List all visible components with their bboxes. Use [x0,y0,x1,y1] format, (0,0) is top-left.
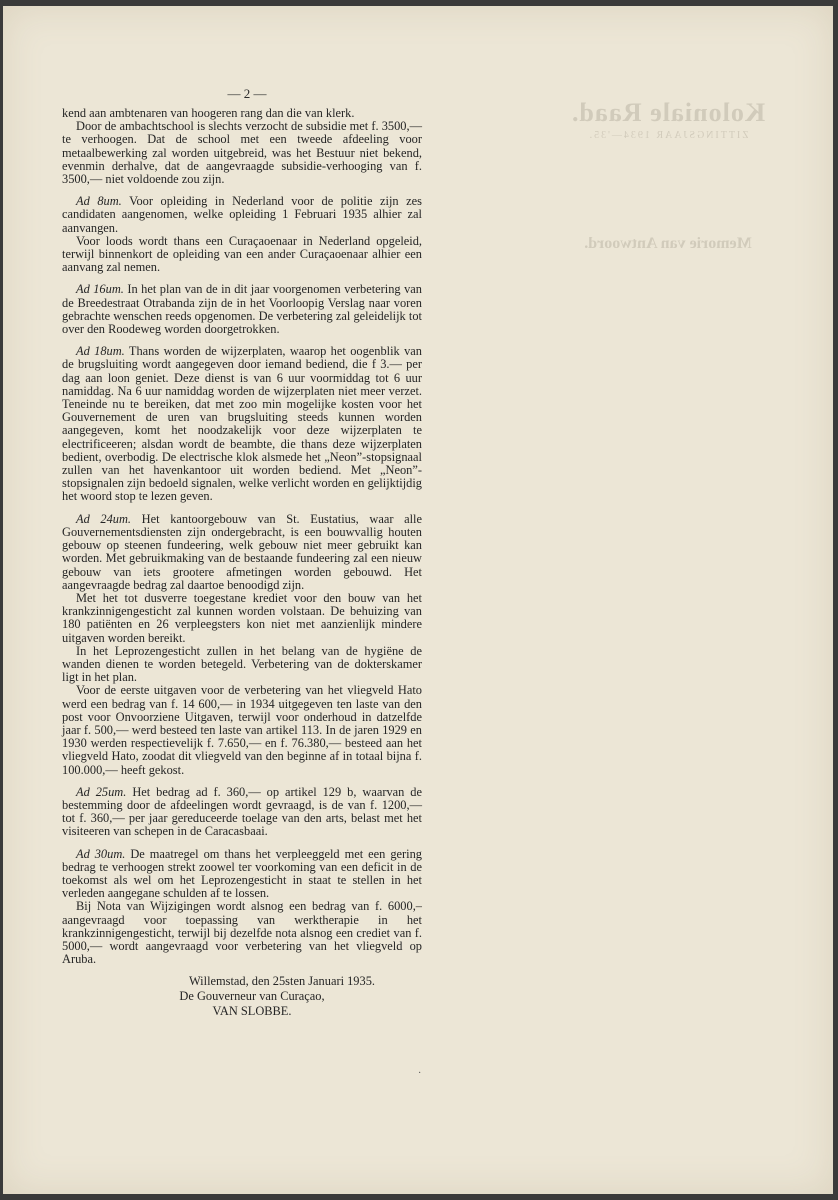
paragraph: In het Leprozengesticht zullen in het belang van de hygiëne de wanden dienen te worden betegeld. Verbetering van de dokterskamer ligt in het plan. [62,643,422,685]
signature-office: De Gouverneur van Curaçao, [179,989,325,1004]
document-body [62,107,422,1019]
bleed-through-text [503,98,833,253]
paragraph-ad-16: Ad 16um. In het plan van de in dit jaar voorgenomen verbetering van de Breedestraat Otrabanda zijn de in het Voorloopig Verslag naar voren gebrachte wenschen reeds opgenomen. De verbetering zal geleidelijk tot over den Roodeweg worden doorgetrokken. [62,282,422,337]
section-ref: Ad 18um. [76,344,125,359]
section-ref: Ad 24um. [76,511,132,526]
bleed-subtitle: ZITTINGSJAAR 1934—'35. [587,130,749,141]
section-ref: Ad 25um. [76,784,127,799]
paragraph-ad-8: Ad 8um. Voor opleiding in Nederland voor de politie zijn zes candidaten aangenomen, welke opleiding 1 Februari 1935 alhier zal aanvangen. [62,194,422,235]
place-date: Willemstad, den 25sten Januari 1935. [188,974,375,989]
paragraph-ad-30: Ad 30um. De maatregel om thans het verpleeggeld met een gering bedrag te verhoogen strekt zoowel ter voorkoming van een deficit in de toekomst als wel om het Leprozengesticht in staat te stellen in het verleden aangegane schulden af te lossen. [62,846,422,901]
paragraph-ad-24: Ad 24um. Het kantoorgebouw van St. Eustatius, waar alle Gouvernementsdiensten zijn ondergebracht, is een bouwvallig houten gebouw op steenen fundeering, welk gebouw niet meer gebruikt kan worden. Met gebruikmaking van de bestaande fundeering zal een nieuw gebouw van iets grootere afmetingen worden gebouwd. Het aangevraagde bedrag zal daartoe benoodigd zijn. [62,511,422,592]
paragraph-ad-25: Ad 25um. Het bedrag ad f. 360,— op artikel 129 b, waarvan de bestemming door de afdeelingen wordt gevraagd, is de van f. 1200,— tot f. 360,— per jaar gereduceerde toelage van den arts, belast met het visiteeren van schepen in de Caracasbaai. [62,784,422,839]
ink-speck: · [418,1068,422,1079]
bleed-heading: Memorie van Antwoord. [584,235,752,252]
paragraph: Door de ambachtschool is slechts verzocht de subsidie met f. 3500,— te verhoogen. Dat de school met een tweede afdeeling voor metaalbewerking zal worden uitgebreid, was het Bestuur niet bekend, evenmin derhalve, dat de aangevraagde subsidie-verhooging van f. 3500,— niet voldoende zou zijn. [62,119,422,187]
paragraph: kend aan ambtenaren van hoogeren rang dan die van klerk. [62,106,355,120]
section-ref: Ad 30um. [76,846,126,861]
paragraph: Voor de eerste uitgaven voor de verbetering van het vliegveld Hato werd een bedrag van f. 14 600,— in 1934 uitgegeven ten laste van den post voor Onvoorziene Uitgaven, terwijl voor onderhoud in datzelfde jaar f. 500,— werd besteed ten laste van artikel 113. In de jaren 1929 en 1930 werden respectievelijk f. 7.650,— en f. 76.380,— besteed aan het vliegveld Hato, zoodat dit vliegveld van den beginne af in totaal bijna f. 100.000,— heeft gekost. [62,683,422,777]
signature-name: VAN SLOBBE. [212,1004,292,1019]
section-ref: Ad 16um. [76,282,124,297]
page-number: — 2 — [227,86,267,101]
bleed-title: Koloniale Raad. [570,98,766,127]
paragraph: Met het tot dusverre toegestane krediet voor den bouw van het krankzinnigengesticht zal kunnen worden volstaan. De behuizing van 180 patiënten en 26 verpleegsters kon niet met aanzienlijk mindere uitgaven worden bereikt. [62,590,422,645]
signature-block [62,974,422,1019]
paragraph: Voor loods wordt thans een Curaçaoenaar in Nederland opgeleid, terwijl binnenkort de opleiding van een ander Curaçaoenaar alhier een aanvang zal nemen. [62,233,422,275]
section-ref: Ad 8um. [76,194,122,209]
paragraph-ad-18: Ad 18um. Thans worden de wijzerplaten, waarop het oogenblik van de brugsluiting wordt aangegeven door iemand bediend, die f 3.— per dag aan loon geniet. Deze dienst is van 6 uur voormiddag tot 6 uur namiddag. Na 6 uur namiddag worden de wijzerplaten niet meer verzet. Teneinde nu te bereiken, dat met zoo min mogelijke kosten voor het Gouvernement de uren van brugsluiting steeds kunnen worden aangegeven, komt het noodzakelijk voor deze wijzerplaten te electrificeeren; alsdan wordt de beambte, die thans deze wijzerplaten bedient, overbodig. De electrische klok alsmede het „Neon”-stopsignaal zullen van het havenkantoor uit worden bediend. Met „Neon”-stopsignalen zijn bedoeld signalen, welke verlicht worden en gelijktijdig het woord stop te lezen geven. [62,344,423,504]
paragraph: Bij Nota van Wijzigingen wordt alsnog een bedrag van f. 6000,– aangevraagd voor toepassing van werktherapie in het krankzinnigengesticht, terwijl bij dezelfde nota alsnog een crediet van f. 5000,— wordt aangevraagd voor verbetering van het vliegveld op Aruba. [62,899,422,967]
